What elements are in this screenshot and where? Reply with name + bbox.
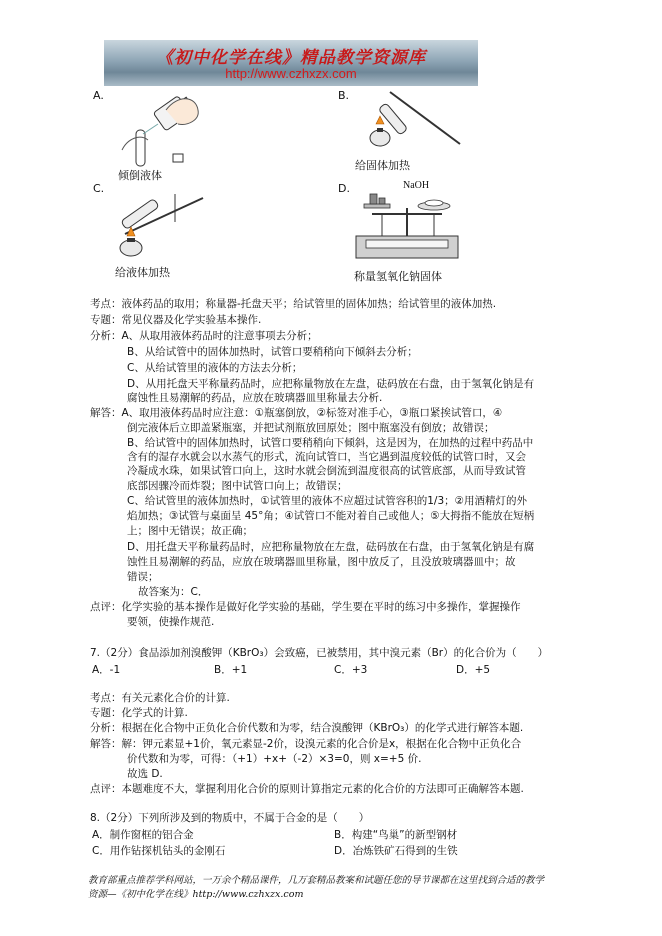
caption-heating-solid: 给固体加热 <box>355 159 410 172</box>
q6-jieda-2: 倒完液体后立即盖紧瓶塞，并把试剂瓶放回原处；图中瓶塞没有倒放；故错误； <box>127 422 495 434</box>
q7-zhuanti: 专题：化学式的计算. <box>90 707 188 719</box>
heating-solid-illustration <box>360 88 470 158</box>
q8-option-a: A．制作窗框的铝合金 <box>92 829 194 841</box>
q6-jieda-3: B、给试管中的固体加热时，试管口要稍稍向下倾斜，这是因为，在加热的过程中药品中 <box>127 437 534 449</box>
figure-label-a: A. <box>93 89 104 102</box>
q6-jieda-8: 焰加热；③试管与桌面呈 45°角；④试管口不能对着自己或他人；⑤大拇指不能放在短柄 <box>127 510 535 522</box>
q6-jieda-1: 解答：A、取用液体药品时应注意：①瓶塞倒放，②标签对准手心，③瓶口紧挨试管口，④ <box>90 407 503 419</box>
q6-jieda-7: C、给试管里的液体加热时，①试管里的液体不应超过试管容积的1/3；②用酒精灯的外 <box>127 495 528 507</box>
q8-option-c: C．用作钻探机钻头的金刚石 <box>92 845 226 857</box>
q6-jieda-12: 错误； <box>127 571 159 583</box>
header-banner <box>104 40 478 86</box>
q7-kaodian: 考点：有关元素化合价的计算. <box>90 692 230 704</box>
q7-stem: 7.（2分）食品添加剂溴酸钾（KBrO₃）会致癌，已被禁用，其中溴元素（Br）的化合价为（ ） <box>90 647 549 659</box>
balance-weighing-illustration <box>352 178 462 270</box>
caption-pouring-liquid: 倾倒液体 <box>118 169 162 182</box>
q6-jieda-4: 含有的湿存水就会以水蒸气的形式，流向试管口，当它遇到温度较低的试管口时，又会 <box>127 451 526 463</box>
q8-option-d: D．冶炼铁矿石得到的生铁 <box>334 845 458 857</box>
pouring-liquid-illustration <box>118 90 208 170</box>
caption-weighing-naoh: 称量氢氧化钠固体 <box>354 270 442 283</box>
q8-stem: 8.（2分）下列所涉及到的物质中，不属于合金的是（ ） <box>90 812 370 824</box>
q6-dianping-2: 要领，使操作规范. <box>127 616 215 628</box>
q6-jieda-11: 蚀性且易潮解的药品，应放在玻璃器皿里称量，图中放反了，且没放玻璃器皿中；故 <box>127 556 516 568</box>
q6-fenxi-4: D、从用托盘天平称量药品时，应把称量物放在左盘，砝码放在右盘，由于氢氧化钠是有 <box>127 378 535 390</box>
footer-line-2[interactable]: 资源—《初中化学在线》http://www.czhxzx.com <box>88 889 304 900</box>
figure-label-b: B. <box>338 89 350 102</box>
q7-dianping: 点评：本题难度不大，掌握利用化合价的原则计算指定元素的化合价的方法即可正确解答本题. <box>90 783 524 795</box>
q6-fenxi-2: B、从给试管中的固体加热时，试管口要稍稍向下倾斜去分析； <box>127 346 418 358</box>
q7-jieda-1: 解答：解：钾元素显+1价，氧元素显-2价，设溴元素的化合价是x，根据在化合物中正负化合 <box>90 738 522 750</box>
q7-jieda-3: 故选 D. <box>127 768 163 780</box>
q7-option-d: D．+5 <box>456 664 491 676</box>
q7-fenxi: 分析：根据在化合物中正负化合价代数和为零，结合溴酸钾（KBrO₃）的化学式进行解答本题. <box>90 722 524 734</box>
figure-label-c: C. <box>93 182 105 195</box>
figure-label-d: D. <box>338 182 350 195</box>
q6-jieda-9: 上；图中无错误；故正确； <box>127 525 253 537</box>
caption-heating-liquid: 给液体加热 <box>115 266 170 279</box>
q7-jieda-2: 价代数和为零，可得：（+1）+x+（-2）×3=0，则 x=+5 价. <box>127 753 422 765</box>
q7-option-a: A．-1 <box>92 664 121 676</box>
q6-jieda-6: 底部因骤冷而炸裂；图中试管口向上；故错误； <box>127 480 348 492</box>
heating-liquid-illustration <box>115 186 210 261</box>
q6-zhuanti: 专题：常见仪器及化学实验基本操作. <box>90 314 262 326</box>
header-url[interactable]: http://www.czhxzx.com <box>225 66 357 81</box>
header-title: 《初中化学在线》精品教学资源库 <box>156 48 426 68</box>
q6-fenxi-5: 腐蚀性且易潮解的药品，应放在玻璃器皿里称量去分析. <box>127 392 383 404</box>
q6-dianping-1: 点评：化学实验的基本操作是做好化学实验的基础，学生要在平时的练习中多操作，掌握操作 <box>90 601 521 613</box>
q6-jieda-10: D、用托盘天平称量药品时，应把称量物放在左盘，砝码放在右盘，由于氢氧化钠是有腐 <box>127 541 535 553</box>
q7-option-b: B．+1 <box>214 664 248 676</box>
q6-answer: 故答案为：C． <box>138 586 209 598</box>
naoh-label: NaOH <box>403 180 430 191</box>
q8-option-b: B．构建“鸟巢”的新型钢材 <box>334 829 458 841</box>
footer-line-1: 教育部重点推荐学科网站，一万余个精品课件，几万套精品教案和试题任您的导节课都在这里找到合适的教学 <box>88 875 545 886</box>
q7-option-c: C．+3 <box>334 664 368 676</box>
q6-jieda-5: 冷凝成水珠，如果试管口向上，这时水就会倒流到温度很高的试管底部，从而导致试管 <box>127 465 526 477</box>
q6-fenxi-1: 分析：A、从取用液体药品时的注意事项去分析； <box>90 330 318 342</box>
q6-fenxi-3: C、从给试管里的液体的方法去分析； <box>127 362 303 374</box>
q6-kaodian: 考点：液体药品的取用；称量器-托盘天平；给试管里的固体加热；给试管里的液体加热. <box>90 298 497 310</box>
